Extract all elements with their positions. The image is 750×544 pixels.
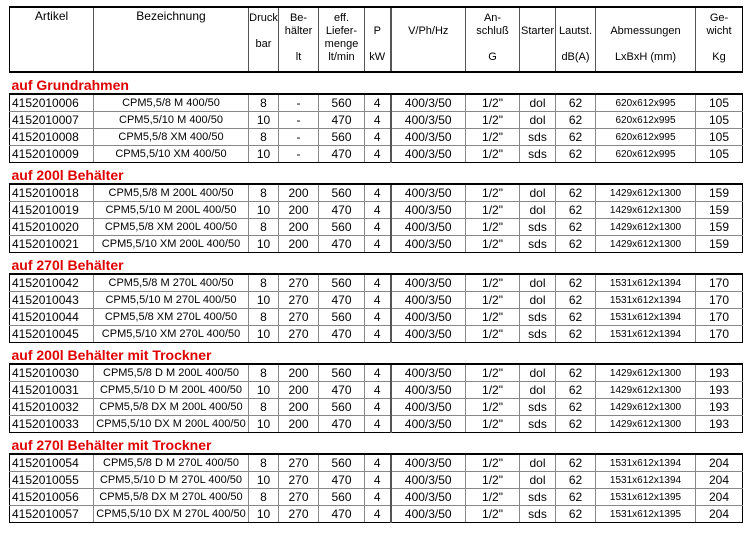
cell-liefermenge: 470 [319, 146, 365, 163]
cell-p: 4 [365, 219, 391, 236]
cell-starter: dol [520, 364, 556, 382]
cell-liefermenge: 560 [319, 489, 365, 506]
cell-bezeichnung: CPM5,5/8 XM 200L 400/50 [94, 219, 249, 236]
cell-behaelter: 200 [279, 364, 319, 382]
cell-starter: dol [520, 112, 556, 129]
cell-gewicht: 170 [696, 326, 743, 343]
cell-liefermenge: 560 [319, 399, 365, 416]
cell-bezeichnung: CPM5,5/10 XM 270L 400/50 [94, 326, 249, 343]
cell-lautstaerke: 62 [556, 326, 596, 343]
section-header [10, 343, 743, 365]
cell-behaelter: 200 [279, 219, 319, 236]
cell-lautstaerke: 62 [556, 382, 596, 399]
cell-anschluss: 1/2" [466, 219, 520, 236]
cell-bezeichnung: CPM5,5/8 XM 400/50 [94, 129, 249, 146]
cell-abmessungen: 1531x612x1395 [596, 506, 696, 523]
cell-vph: 400/3/50 [391, 506, 466, 523]
cell-behaelter: 270 [279, 472, 319, 489]
cell-artikel: 4152010044 [10, 309, 94, 326]
cell-gewicht: 204 [696, 472, 743, 489]
cell-anschluss: 1/2" [466, 129, 520, 146]
cell-liefermenge: 470 [319, 202, 365, 219]
table-row [10, 94, 743, 112]
cell-starter: dol [520, 472, 556, 489]
cell-gewicht: 204 [696, 489, 743, 506]
cell-starter: sds [520, 236, 556, 253]
cell-lautstaerke: 62 [556, 364, 596, 382]
cell-abmessungen: 620x612x995 [596, 129, 696, 146]
cell-druck: 8 [249, 184, 279, 202]
cell-lautstaerke: 62 [556, 416, 596, 433]
cell-vph: 400/3/50 [391, 129, 466, 146]
cell-druck: 10 [249, 112, 279, 129]
cell-druck: 10 [249, 236, 279, 253]
cell-anschluss: 1/2" [466, 94, 520, 112]
cell-bezeichnung: CPM5,5/8 XM 270L 400/50 [94, 309, 249, 326]
cell-gewicht: 170 [696, 274, 743, 292]
cell-bezeichnung: CPM5,5/10 XM 200L 400/50 [94, 236, 249, 253]
cell-abmessungen: 1531x612x1394 [596, 472, 696, 489]
cell-starter: sds [520, 219, 556, 236]
cell-behaelter: - [279, 129, 319, 146]
cell-starter: sds [520, 146, 556, 163]
cell-anschluss: 1/2" [466, 274, 520, 292]
cell-lautstaerke: 62 [556, 112, 596, 129]
cell-p: 4 [365, 129, 391, 146]
cell-vph: 400/3/50 [391, 274, 466, 292]
cell-starter: sds [520, 506, 556, 523]
cell-liefermenge: 470 [319, 472, 365, 489]
cell-lautstaerke: 62 [556, 489, 596, 506]
cell-abmessungen: 1429x612x1300 [596, 219, 696, 236]
cell-gewicht: 193 [696, 364, 743, 382]
cell-p: 4 [365, 399, 391, 416]
cell-abmessungen: 1531x612x1394 [596, 292, 696, 309]
cell-liefermenge: 560 [319, 364, 365, 382]
cell-vph: 400/3/50 [391, 472, 466, 489]
cell-behaelter: - [279, 94, 319, 112]
cell-liefermenge: 560 [319, 94, 365, 112]
cell-liefermenge: 560 [319, 129, 365, 146]
cell-abmessungen: 620x612x995 [596, 94, 696, 112]
cell-gewicht: 193 [696, 382, 743, 399]
cell-behaelter: 270 [279, 326, 319, 343]
cell-vph: 400/3/50 [391, 219, 466, 236]
col-header-p: P kW [365, 7, 391, 72]
cell-gewicht: 159 [696, 202, 743, 219]
cell-druck: 10 [249, 382, 279, 399]
cell-liefermenge: 470 [319, 112, 365, 129]
cell-liefermenge: 560 [319, 184, 365, 202]
cell-behaelter: 270 [279, 489, 319, 506]
cell-artikel: 4152010007 [10, 112, 94, 129]
cell-vph: 400/3/50 [391, 292, 466, 309]
cell-lautstaerke: 62 [556, 146, 596, 163]
cell-abmessungen: 1429x612x1300 [596, 382, 696, 399]
cell-liefermenge: 560 [319, 219, 365, 236]
cell-vph: 400/3/50 [391, 202, 466, 219]
cell-abmessungen: 1531x612x1395 [596, 489, 696, 506]
cell-artikel: 4152010055 [10, 472, 94, 489]
cell-starter: dol [520, 184, 556, 202]
cell-artikel: 4152010008 [10, 129, 94, 146]
cell-vph: 400/3/50 [391, 454, 466, 472]
cell-artikel: 4152010032 [10, 399, 94, 416]
cell-starter: dol [520, 94, 556, 112]
cell-bezeichnung: CPM5,5/10 M 200L 400/50 [94, 202, 249, 219]
table-row [10, 219, 743, 236]
cell-gewicht: 159 [696, 219, 743, 236]
cell-bezeichnung: CPM5,5/10 XM 400/50 [94, 146, 249, 163]
col-header-bezeichnung: Bezeichnung [94, 7, 249, 72]
cell-liefermenge: 470 [319, 326, 365, 343]
table-row [10, 184, 743, 202]
cell-behaelter: 200 [279, 202, 319, 219]
table-row [10, 326, 743, 343]
cell-druck: 10 [249, 506, 279, 523]
cell-gewicht: 170 [696, 309, 743, 326]
cell-vph: 400/3/50 [391, 364, 466, 382]
cell-behaelter: 200 [279, 184, 319, 202]
cell-artikel: 4152010006 [10, 94, 94, 112]
cell-p: 4 [365, 454, 391, 472]
col-header-gewicht: Ge- wicht Kg [696, 7, 743, 72]
cell-p: 4 [365, 236, 391, 253]
cell-starter: sds [520, 399, 556, 416]
cell-bezeichnung: CPM5,5/8 D M 200L 400/50 [94, 364, 249, 382]
cell-starter: sds [520, 489, 556, 506]
cell-anschluss: 1/2" [466, 399, 520, 416]
cell-abmessungen: 1429x612x1300 [596, 236, 696, 253]
cell-p: 4 [365, 112, 391, 129]
col-header-liefermenge: eff. Liefer- menge lt/min [319, 7, 365, 72]
cell-gewicht: 105 [696, 129, 743, 146]
cell-vph: 400/3/50 [391, 94, 466, 112]
cell-anschluss: 1/2" [466, 309, 520, 326]
cell-artikel: 4152010020 [10, 219, 94, 236]
table-row [10, 236, 743, 253]
cell-p: 4 [365, 202, 391, 219]
table-row [10, 472, 743, 489]
cell-p: 4 [365, 309, 391, 326]
cell-druck: 10 [249, 292, 279, 309]
cell-bezeichnung: CPM5,5/10 DX M 200L 400/50 [94, 416, 249, 433]
cell-anschluss: 1/2" [466, 364, 520, 382]
cell-liefermenge: 560 [319, 309, 365, 326]
cell-druck: 8 [249, 274, 279, 292]
cell-bezeichnung: CPM5,5/10 D M 200L 400/50 [94, 382, 249, 399]
col-header-druck: Druck bar [249, 7, 279, 72]
cell-p: 4 [365, 274, 391, 292]
cell-liefermenge: 470 [319, 382, 365, 399]
col-header-starter: Starter [520, 7, 556, 72]
section-header [10, 253, 743, 275]
cell-druck: 10 [249, 146, 279, 163]
cell-p: 4 [365, 416, 391, 433]
cell-vph: 400/3/50 [391, 236, 466, 253]
product-table [9, 6, 743, 523]
cell-anschluss: 1/2" [466, 292, 520, 309]
cell-gewicht: 105 [696, 94, 743, 112]
cell-vph: 400/3/50 [391, 489, 466, 506]
cell-bezeichnung: CPM5,5/8 D M 270L 400/50 [94, 454, 249, 472]
cell-gewicht: 105 [696, 112, 743, 129]
cell-bezeichnung: CPM5,5/8 M 400/50 [94, 94, 249, 112]
cell-starter: sds [520, 129, 556, 146]
cell-bezeichnung: CPM5,5/8 M 270L 400/50 [94, 274, 249, 292]
section-title: auf 200l Behälter mit Trockner [10, 343, 743, 365]
cell-starter: dol [520, 382, 556, 399]
cell-lautstaerke: 62 [556, 94, 596, 112]
cell-liefermenge: 470 [319, 416, 365, 433]
cell-lautstaerke: 62 [556, 472, 596, 489]
table-row [10, 112, 743, 129]
cell-druck: 8 [249, 129, 279, 146]
table-row [10, 202, 743, 219]
cell-gewicht: 204 [696, 506, 743, 523]
section-header [10, 433, 743, 455]
cell-druck: 8 [249, 364, 279, 382]
cell-gewicht: 105 [696, 146, 743, 163]
cell-artikel: 4152010019 [10, 202, 94, 219]
cell-behaelter: 200 [279, 416, 319, 433]
cell-artikel: 4152010054 [10, 454, 94, 472]
cell-behaelter: 270 [279, 292, 319, 309]
cell-abmessungen: 1531x612x1394 [596, 454, 696, 472]
cell-bezeichnung: CPM5,5/10 D M 270L 400/50 [94, 472, 249, 489]
cell-behaelter: 270 [279, 274, 319, 292]
table-header [10, 7, 743, 72]
cell-liefermenge: 560 [319, 274, 365, 292]
cell-p: 4 [365, 292, 391, 309]
section-header [10, 72, 743, 94]
cell-druck: 10 [249, 416, 279, 433]
col-header-abmessungen: Abmessungen LxBxH (mm) [596, 7, 696, 72]
cell-anschluss: 1/2" [466, 506, 520, 523]
cell-p: 4 [365, 472, 391, 489]
cell-artikel: 4152010030 [10, 364, 94, 382]
cell-abmessungen: 1429x612x1300 [596, 184, 696, 202]
cell-p: 4 [365, 382, 391, 399]
cell-p: 4 [365, 94, 391, 112]
product-table-wrapper [9, 6, 742, 523]
section-title: auf Grundrahmen [10, 72, 743, 94]
cell-lautstaerke: 62 [556, 506, 596, 523]
table-body [10, 72, 743, 523]
cell-druck: 10 [249, 472, 279, 489]
cell-abmessungen: 1531x612x1394 [596, 309, 696, 326]
table-row [10, 454, 743, 472]
cell-behaelter: 200 [279, 382, 319, 399]
col-header-vph: V/Ph/Hz [391, 7, 466, 72]
cell-behaelter: 270 [279, 454, 319, 472]
cell-abmessungen: 1429x612x1300 [596, 364, 696, 382]
cell-behaelter: 200 [279, 236, 319, 253]
cell-abmessungen: 1531x612x1394 [596, 274, 696, 292]
section-title: auf 270l Behälter [10, 253, 743, 275]
cell-abmessungen: 620x612x995 [596, 112, 696, 129]
cell-artikel: 4152010021 [10, 236, 94, 253]
cell-artikel: 4152010056 [10, 489, 94, 506]
cell-p: 4 [365, 146, 391, 163]
cell-anschluss: 1/2" [466, 184, 520, 202]
cell-behaelter: - [279, 146, 319, 163]
cell-behaelter: - [279, 112, 319, 129]
cell-anschluss: 1/2" [466, 489, 520, 506]
cell-vph: 400/3/50 [391, 112, 466, 129]
cell-lautstaerke: 62 [556, 236, 596, 253]
cell-p: 4 [365, 364, 391, 382]
cell-gewicht: 159 [696, 184, 743, 202]
table-row [10, 506, 743, 523]
cell-bezeichnung: CPM5,5/8 M 200L 400/50 [94, 184, 249, 202]
cell-artikel: 4152010045 [10, 326, 94, 343]
cell-druck: 8 [249, 94, 279, 112]
cell-p: 4 [365, 326, 391, 343]
cell-druck: 8 [249, 309, 279, 326]
cell-behaelter: 270 [279, 506, 319, 523]
cell-artikel: 4152010043 [10, 292, 94, 309]
cell-lautstaerke: 62 [556, 399, 596, 416]
cell-artikel: 4152010033 [10, 416, 94, 433]
cell-abmessungen: 620x612x995 [596, 146, 696, 163]
cell-abmessungen: 1429x612x1300 [596, 416, 696, 433]
table-row [10, 416, 743, 433]
cell-abmessungen: 1531x612x1394 [596, 326, 696, 343]
cell-gewicht: 170 [696, 292, 743, 309]
cell-gewicht: 193 [696, 399, 743, 416]
cell-starter: dol [520, 292, 556, 309]
cell-anschluss: 1/2" [466, 326, 520, 343]
cell-bezeichnung: CPM5,5/8 DX M 270L 400/50 [94, 489, 249, 506]
cell-lautstaerke: 62 [556, 219, 596, 236]
cell-starter: sds [520, 309, 556, 326]
cell-druck: 8 [249, 489, 279, 506]
cell-starter: dol [520, 274, 556, 292]
cell-liefermenge: 560 [319, 454, 365, 472]
cell-behaelter: 270 [279, 309, 319, 326]
cell-p: 4 [365, 489, 391, 506]
section-title: auf 270l Behälter mit Trockner [10, 433, 743, 455]
cell-anschluss: 1/2" [466, 202, 520, 219]
cell-druck: 8 [249, 454, 279, 472]
cell-gewicht: 159 [696, 236, 743, 253]
table-row [10, 292, 743, 309]
cell-druck: 10 [249, 326, 279, 343]
table-row [10, 364, 743, 382]
cell-vph: 400/3/50 [391, 184, 466, 202]
cell-p: 4 [365, 506, 391, 523]
cell-anschluss: 1/2" [466, 112, 520, 129]
cell-p: 4 [365, 184, 391, 202]
cell-anschluss: 1/2" [466, 236, 520, 253]
cell-anschluss: 1/2" [466, 146, 520, 163]
cell-abmessungen: 1429x612x1300 [596, 202, 696, 219]
cell-lautstaerke: 62 [556, 184, 596, 202]
cell-starter: dol [520, 454, 556, 472]
cell-lautstaerke: 62 [556, 292, 596, 309]
cell-artikel: 4152010057 [10, 506, 94, 523]
cell-bezeichnung: CPM5,5/8 DX M 200L 400/50 [94, 399, 249, 416]
cell-druck: 10 [249, 202, 279, 219]
col-header-lautstaerke: Lautst. dB(A) [556, 7, 596, 72]
cell-vph: 400/3/50 [391, 382, 466, 399]
cell-liefermenge: 470 [319, 292, 365, 309]
cell-starter: sds [520, 326, 556, 343]
table-row [10, 382, 743, 399]
cell-starter: sds [520, 416, 556, 433]
cell-druck: 8 [249, 399, 279, 416]
cell-gewicht: 204 [696, 454, 743, 472]
section-title: auf 200l Behälter [10, 163, 743, 185]
cell-druck: 8 [249, 219, 279, 236]
section-header [10, 163, 743, 185]
cell-anschluss: 1/2" [466, 472, 520, 489]
cell-vph: 400/3/50 [391, 416, 466, 433]
cell-anschluss: 1/2" [466, 454, 520, 472]
cell-anschluss: 1/2" [466, 382, 520, 399]
table-row [10, 129, 743, 146]
cell-liefermenge: 470 [319, 236, 365, 253]
cell-vph: 400/3/50 [391, 309, 466, 326]
cell-vph: 400/3/50 [391, 399, 466, 416]
table-row [10, 274, 743, 292]
cell-bezeichnung: CPM5,5/10 DX M 270L 400/50 [94, 506, 249, 523]
table-row [10, 489, 743, 506]
cell-bezeichnung: CPM5,5/10 M 270L 400/50 [94, 292, 249, 309]
table-row [10, 309, 743, 326]
cell-abmessungen: 1429x612x1300 [596, 399, 696, 416]
col-header-artikel: Artikel [10, 7, 94, 72]
cell-gewicht: 193 [696, 416, 743, 433]
table-row [10, 146, 743, 163]
cell-behaelter: 200 [279, 399, 319, 416]
cell-anschluss: 1/2" [466, 416, 520, 433]
cell-artikel: 4152010018 [10, 184, 94, 202]
cell-starter: dol [520, 202, 556, 219]
cell-lautstaerke: 62 [556, 129, 596, 146]
cell-vph: 400/3/50 [391, 146, 466, 163]
cell-lautstaerke: 62 [556, 202, 596, 219]
cell-bezeichnung: CPM5,5/10 M 400/50 [94, 112, 249, 129]
col-header-behaelter: Be- hälter lt [279, 7, 319, 72]
cell-vph: 400/3/50 [391, 326, 466, 343]
cell-artikel: 4152010042 [10, 274, 94, 292]
cell-artikel: 4152010009 [10, 146, 94, 163]
cell-lautstaerke: 62 [556, 274, 596, 292]
col-header-anschluss: An- schluß G [466, 7, 520, 72]
table-row [10, 399, 743, 416]
cell-lautstaerke: 62 [556, 454, 596, 472]
cell-liefermenge: 470 [319, 506, 365, 523]
cell-artikel: 4152010031 [10, 382, 94, 399]
cell-lautstaerke: 62 [556, 309, 596, 326]
